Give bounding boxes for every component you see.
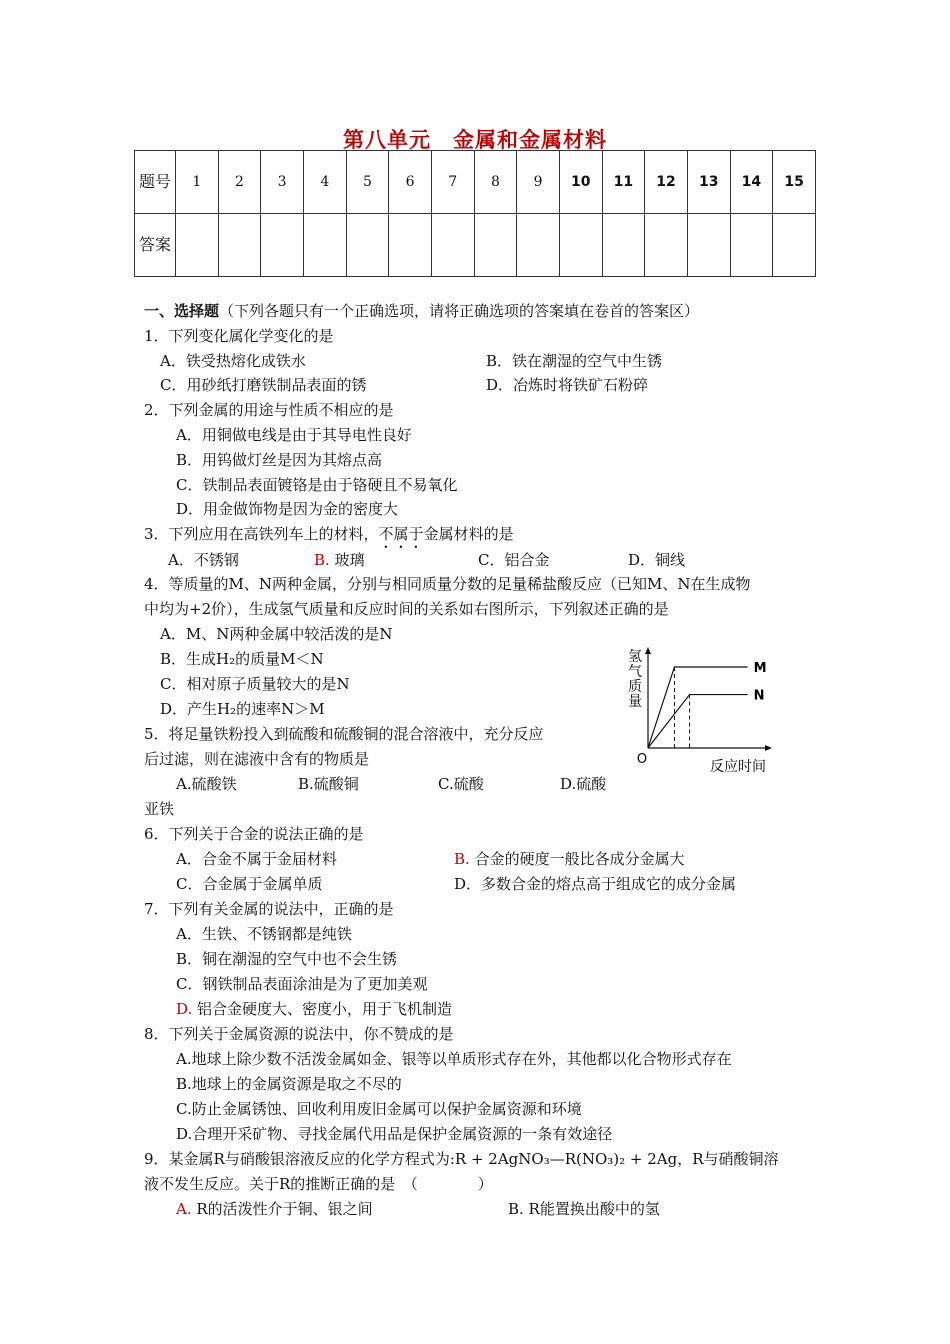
number-cell: 7	[431, 151, 474, 214]
q3-stem	[144, 524, 514, 552]
q9-stem-line1: 9．某金属R与硝酸银溶液反应的化学方程式为:R + 2AgNO₃—R(NO₃)₂ + 2Ag，R与硝酸铜溶	[144, 1150, 779, 1168]
answer-cell[interactable]	[559, 214, 602, 277]
x-axis-arrow	[765, 745, 772, 751]
q7-option-d	[176, 999, 452, 1019]
q2-option-a: A．用铜做电线是由于其导电性良好	[176, 426, 412, 444]
series-n-label: N	[753, 688, 765, 704]
answer-cell[interactable]	[176, 214, 219, 277]
q7-option-a: A．生铁、不锈钢都是纯铁	[176, 925, 352, 943]
number-cell: 1	[176, 151, 219, 214]
answer-table-answer-row	[135, 214, 816, 277]
answer-cell[interactable]	[261, 214, 304, 277]
number-cell: 5	[346, 151, 389, 214]
q6-stem: 6．下列关于合金的说法正确的是	[144, 825, 364, 843]
q3-stem-emphasis: 不属于	[378, 525, 424, 543]
q3-option-b	[314, 550, 365, 570]
q4-option-a: A．M、N两种金属中较活泼的是N	[160, 625, 393, 643]
number-cell: 9	[517, 151, 560, 214]
q2-option-c: C．铁制品表面镀铬是由于铬硬且不易氧化	[176, 476, 458, 494]
q5-option-d: D.硫酸	[560, 775, 607, 793]
q8-stem: 8．下列关于金属资源的说法中，你不赞成的是	[144, 1025, 454, 1043]
q3-option-a: A．不锈钢	[168, 551, 239, 569]
section-heading: 一、选择题	[144, 302, 220, 320]
q5-option-b: B.硫酸铜	[298, 775, 359, 793]
q4-stem-line1: 4．等质量的M、N两种金属，分别与相同质量分数的足量稀盐酸反应（已知M、N在生成物	[144, 575, 751, 593]
q2-option-d: D．用金做饰物是因为金的密度大	[176, 500, 399, 518]
x-axis-label: 反应时间	[710, 759, 766, 775]
number-cell: 12	[645, 151, 688, 214]
page-title: 第八单元 金属和金属材料	[343, 128, 607, 152]
row-label-number: 题号	[135, 151, 176, 214]
q6-option-a: A．合金不属于金届材料	[176, 850, 337, 868]
q9-option-b: B. R能置换出酸中的氢	[508, 1200, 660, 1218]
q6-option-c: C．合金属于金属单质	[176, 875, 323, 893]
q7-option-d-letter: D.	[176, 1000, 193, 1018]
answer-table	[134, 150, 816, 277]
answer-table-number-row	[135, 151, 816, 214]
number-cell: 14	[730, 151, 773, 214]
answer-cell[interactable]	[389, 214, 432, 277]
q8-option-b: B.地球上的金属资源是取之不尽的	[176, 1075, 402, 1093]
answer-cell[interactable]	[645, 214, 688, 277]
q1-option-b: B．铁在潮湿的空气中生锈	[486, 352, 663, 370]
q6-option-b-text: 合金的硬度一般比各成分金属大	[474, 850, 685, 868]
section-instruction: （下列各题只有一个正确选项，请将正确选项的答案填在卷首的答案区）	[219, 302, 700, 320]
q6-option-b	[454, 849, 685, 869]
origin-label: O	[636, 752, 648, 767]
q5-option-d-continued: 亚铁	[144, 800, 175, 818]
q7-option-b: B．铜在潮湿的空气中也不会生锈	[176, 950, 398, 968]
q8-option-c: C.防止金属锈蚀、回收利用废旧金属可以保护金属资源和环境	[176, 1100, 582, 1118]
y-axis-label-char: 气	[628, 664, 642, 680]
q9-option-a-letter: A.	[176, 1200, 192, 1218]
answer-cell[interactable]	[431, 214, 474, 277]
number-cell: 11	[602, 151, 645, 214]
y-axis-arrow	[645, 647, 651, 654]
answer-cell[interactable]	[602, 214, 645, 277]
q6-option-b-letter: B.	[454, 850, 470, 868]
number-cell: 15	[773, 151, 816, 214]
q4-option-d: D．产生H₂的速率N＞M	[160, 700, 325, 718]
q3-option-b-text: 玻璃	[334, 551, 365, 569]
q6-option-d: D．多数合金的熔点高于组成它的成分金属	[454, 875, 737, 893]
q8-option-d: D.合理开采矿物、寻找金属代用品是保护金属资源的一条有效途径	[176, 1125, 613, 1143]
q1-option-c: C．用砂纸打磨铁制品表面的锈	[160, 376, 367, 394]
number-cell: 13	[687, 151, 730, 214]
hydrogen-mass-time-graph	[618, 645, 778, 777]
series-m-label: M	[753, 661, 767, 676]
q4-stem-line2: 中均为+2价），生成氢气质量和反应时间的关系如右图所示，下列叙述正确的是	[144, 600, 669, 618]
q3-stem-post: 金属材料的是	[423, 525, 514, 543]
q5-stem-line1: 5．将足量铁粉投入到硫酸和硫酸铜的混合溶液中，充分反应	[144, 725, 544, 743]
q2-option-b: B．用钨做灯丝是因为其熔点高	[176, 451, 383, 469]
number-cell: 3	[261, 151, 304, 214]
q3-option-c: C．铝合金	[478, 551, 550, 569]
series-m-line	[648, 667, 748, 748]
q3-stem-pre: 3．下列应用在高铁列车上的材料，	[144, 525, 379, 543]
answer-cell[interactable]	[730, 214, 773, 277]
section-header	[144, 301, 699, 321]
y-axis-label-char: 氢	[628, 649, 642, 665]
q8-option-a: A.地球上除少数不活泼金属如金、银等以单质形式存在外，其他都以化合物形式存在	[176, 1050, 732, 1068]
q7-option-d-text: 铝合金硬度大、密度小，用于飞机制造	[197, 1000, 453, 1018]
answer-cell[interactable]	[773, 214, 816, 277]
answer-cell[interactable]	[346, 214, 389, 277]
q5-option-c: C.硫酸	[438, 775, 484, 793]
q9-option-a-text: R的活泼性介于铜、银之间	[196, 1200, 373, 1218]
q9-option-a	[176, 1199, 373, 1219]
number-cell: 6	[389, 151, 432, 214]
q4-option-c: C．相对原子质量较大的是N	[160, 675, 350, 693]
q2-stem: 2．下列金属的用途与性质不相应的是	[144, 401, 394, 419]
q5-option-a: A.硫酸铁	[176, 775, 237, 793]
number-cell: 4	[303, 151, 346, 214]
y-axis-label-char: 量	[628, 694, 642, 710]
q3-option-d: D．铜线	[628, 551, 686, 569]
q4-option-b: B．生成H₂的质量M＜N	[160, 650, 324, 668]
answer-cell[interactable]	[474, 214, 517, 277]
answer-cell[interactable]	[218, 214, 261, 277]
answer-cell[interactable]	[517, 214, 560, 277]
number-cell: 8	[474, 151, 517, 214]
row-label-answer: 答案	[135, 214, 176, 277]
q1-stem: 1．下列变化属化学变化的是	[144, 327, 334, 345]
number-cell: 10	[559, 151, 602, 214]
answer-cell[interactable]	[687, 214, 730, 277]
q1-option-a: A．铁受热熔化成铁水	[160, 352, 306, 370]
y-axis-label-char: 质	[628, 679, 642, 695]
number-cell: 2	[218, 151, 261, 214]
q7-option-c: C．钢铁制品表面涂油是为了更加美观	[176, 975, 428, 993]
q5-stem-line2: 后过滤，则在滤液中含有的物质是	[144, 750, 370, 768]
answer-cell[interactable]	[303, 214, 346, 277]
q3-option-b-letter: B.	[314, 551, 330, 569]
q1-option-d: D．冶炼时将铁矿石粉碎	[486, 376, 649, 394]
q7-stem: 7．下列有关金属的说法中，正确的是	[144, 900, 394, 918]
q9-stem-line2: 液不发生反应。关于R的推断正确的是 （ ）	[144, 1175, 493, 1193]
